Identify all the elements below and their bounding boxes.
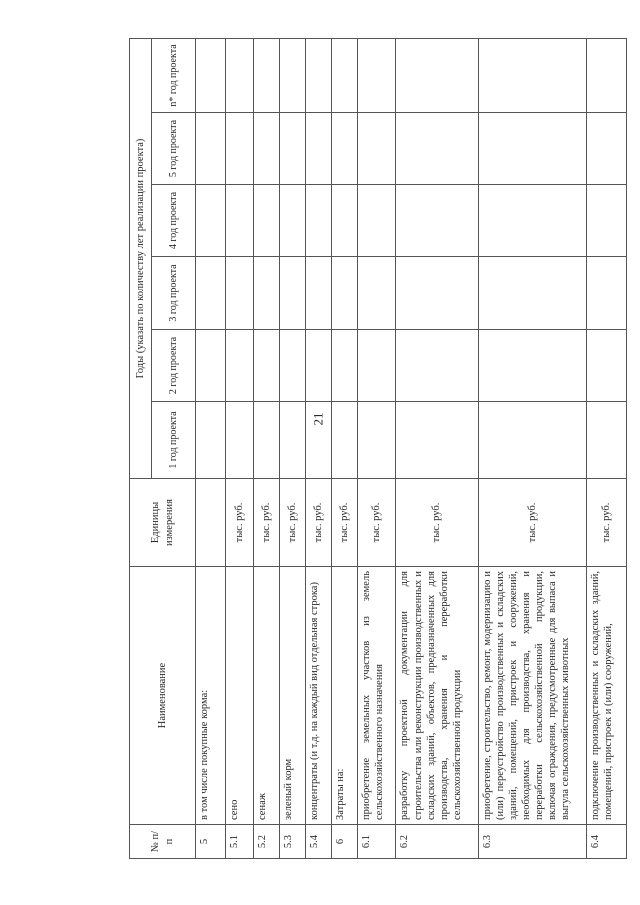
row-name: разработку проектной документации для строительства или реконструкции производственных и складских зданий, объектов, предназначенных для производства, хранения и переработки сельскохозяйственной продукции: [396, 567, 478, 825]
year-value-cell: [306, 113, 332, 185]
year-value-cell: [396, 113, 478, 185]
header-year-2: 2 год проекта: [152, 330, 196, 402]
header-unit: Единицы измерения: [130, 479, 196, 567]
year-value-cell: [478, 185, 586, 257]
year-value-cell: [254, 402, 280, 479]
row-number: 6.1: [358, 825, 396, 859]
header-years-group: Годы (указать по количеству лет реализации проекта): [130, 38, 152, 478]
table-row: [280, 38, 306, 858]
year-value-cell: [280, 38, 306, 112]
year-value-cell: [586, 330, 626, 402]
year-value-cell: [478, 113, 586, 185]
table-row: [586, 38, 626, 858]
year-value-cell: [196, 257, 226, 330]
year-value-cell: [478, 402, 586, 479]
year-value-cell: [396, 257, 478, 330]
year-value-cell: [332, 402, 358, 479]
table-row: [332, 38, 358, 858]
row-unit: тыс. руб.: [226, 479, 254, 567]
year-value-cell: [586, 38, 626, 112]
year-value-cell: [280, 113, 306, 185]
row-number: 6.3: [478, 825, 586, 859]
year-value-cell: [254, 257, 280, 330]
year-value-cell: [396, 402, 478, 479]
row-number: 6.2: [396, 825, 478, 859]
table-row: [396, 38, 478, 858]
table-wrapper: [129, 39, 627, 859]
year-value-cell: [226, 113, 254, 185]
row-number: 5.4: [306, 825, 332, 859]
year-value-cell: [358, 402, 396, 479]
year-value-cell: [226, 330, 254, 402]
year-value-cell: [478, 257, 586, 330]
header-num: № п/п: [130, 825, 196, 859]
year-value-cell: [196, 402, 226, 479]
year-value-cell: [332, 330, 358, 402]
row-name: подключение производственных и складских зданий, помещений, пристроек и (или) сооружений,: [586, 567, 626, 825]
year-value-cell: [254, 185, 280, 257]
year-value-cell: [280, 257, 306, 330]
year-value-cell: [306, 330, 332, 402]
row-number: 6.4: [586, 825, 626, 859]
year-value-cell: [478, 38, 586, 112]
row-unit: тыс. руб.: [332, 479, 358, 567]
year-value-cell: [254, 38, 280, 112]
row-name: сено: [226, 567, 254, 825]
row-name: концентраты (и т.д. на каждый вид отдельная строка): [306, 567, 332, 825]
table-row: [196, 38, 226, 858]
year-value-cell: [332, 38, 358, 112]
row-name: приобретение, строительство, ремонт, модернизацию и (или) переустройство производственных и складских зданий, помещений, пристроек и сооружений, необходимых для производства, хранения и переработки сельскохозяйственной продукции, включая ограждения, предусмотренные для выпаса и выгула сельскохозяйственных животных: [478, 567, 586, 825]
year-value-cell: [586, 257, 626, 330]
row-number: 6: [332, 825, 358, 859]
row-unit: тыс. руб.: [396, 479, 478, 567]
year-value-cell: [358, 113, 396, 185]
table-row: [226, 38, 254, 858]
row-number: 5.2: [254, 825, 280, 859]
table-row: [306, 38, 332, 858]
row-name: Затраты на:: [332, 567, 358, 825]
header-name: Наименование: [130, 567, 196, 825]
year-value-cell: [196, 113, 226, 185]
row-unit: тыс. руб.: [478, 479, 586, 567]
row-name: зеленый корм: [280, 567, 306, 825]
year-value-cell: [358, 257, 396, 330]
row-unit: тыс. руб.: [254, 479, 280, 567]
year-value-cell: [396, 330, 478, 402]
year-value-cell: [358, 185, 396, 257]
row-unit: [196, 479, 226, 567]
year-value-cell: [586, 402, 626, 479]
row-name: приобретение земельных участков из земель сельскохозяйственного назначения: [358, 567, 396, 825]
row-number: 5: [196, 825, 226, 859]
row-name: сенаж: [254, 567, 280, 825]
cost-table: [129, 38, 627, 859]
year-value-cell: [196, 185, 226, 257]
year-value-cell: [332, 185, 358, 257]
header-year-5: 5 год проекта: [152, 113, 196, 185]
year-value-cell: [358, 330, 396, 402]
table-row: [254, 38, 280, 858]
year-value-cell: [196, 330, 226, 402]
row-unit: тыс. руб.: [280, 479, 306, 567]
table-row: [358, 38, 396, 858]
row-unit: тыс. руб.: [306, 479, 332, 567]
year-value-cell: [226, 402, 254, 479]
year-value-cell: [254, 113, 280, 185]
row-unit: тыс. руб.: [358, 479, 396, 567]
header-year-n: n* год проекта: [152, 38, 196, 112]
rotated-table-container: [129, 39, 627, 859]
table-row: [478, 38, 586, 858]
row-number: 5.3: [280, 825, 306, 859]
year-value-cell: [254, 330, 280, 402]
header-year-3: 3 год проекта: [152, 257, 196, 330]
header-year-4: 4 год проекта: [152, 185, 196, 257]
year-value-cell: [306, 257, 332, 330]
year-value-cell: [306, 185, 332, 257]
year-value-cell: [396, 185, 478, 257]
year-value-cell: [226, 185, 254, 257]
year-value-cell: [306, 402, 332, 479]
year-value-cell: [586, 113, 626, 185]
header-year-1: 1 год проекта: [152, 402, 196, 479]
year-value-cell: [306, 38, 332, 112]
year-value-cell: [226, 257, 254, 330]
year-value-cell: [280, 402, 306, 479]
year-value-cell: [196, 38, 226, 112]
row-number: 5.1: [226, 825, 254, 859]
year-value-cell: [226, 38, 254, 112]
year-value-cell: [332, 113, 358, 185]
page-number: 21: [310, 412, 326, 426]
year-value-cell: [396, 38, 478, 112]
year-value-cell: [478, 330, 586, 402]
year-value-cell: [280, 185, 306, 257]
year-value-cell: [332, 257, 358, 330]
year-value-cell: [358, 38, 396, 112]
year-value-cell: [586, 185, 626, 257]
row-name: в том числе покупные корма:: [196, 567, 226, 825]
year-value-cell: [280, 330, 306, 402]
table-body: [196, 38, 627, 858]
row-unit: тыс. руб.: [586, 479, 626, 567]
